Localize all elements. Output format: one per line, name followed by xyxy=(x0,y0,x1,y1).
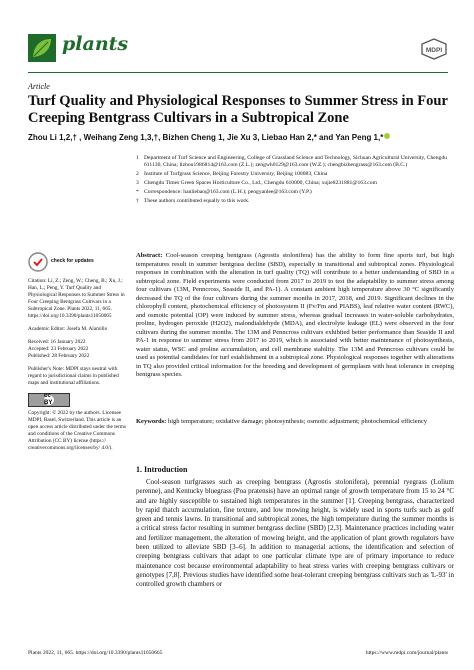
journal-name[interactable]: plants xyxy=(62,33,129,55)
affiliation-item xyxy=(136,180,456,187)
affiliation-mark: 2 xyxy=(136,171,139,178)
cc-by-license-icon[interactable] xyxy=(28,393,70,407)
affiliation-mark: * xyxy=(136,189,139,196)
cc-badge-text: cc BY xyxy=(44,393,53,406)
affiliation-item xyxy=(136,171,456,178)
abstract xyxy=(136,252,454,380)
keywords-label: Keywords: xyxy=(136,418,167,425)
editor: Academic Editor: Josefa M. Alamillo xyxy=(28,326,108,332)
publisher-note: Publisher's Note: MDPI stays neutral with regard to jurisdictional claims in published maps and institutional affiliations. xyxy=(28,366,119,386)
affiliation-item xyxy=(136,189,456,196)
affiliation-text: Chengdu Times Green Spaces Horticulture Co., Ltd., Chengdu 610000, China; xujie8231881@163.com xyxy=(144,180,377,187)
affiliation-item xyxy=(136,155,456,170)
footer-journal-url[interactable]: https://www.mdpi.com/journal/plants xyxy=(365,650,448,656)
plants-leaf-icon xyxy=(28,34,56,62)
footer-citation[interactable]: Plants 2022, 11, 665. https://doi.org/10.3390/plants11050665 xyxy=(28,650,163,656)
affiliation-mark: 1 xyxy=(136,155,139,161)
published-date: Published: 28 February 2022 xyxy=(28,353,90,359)
affiliation-text: Institute of Turfgrass Science, Beijing Forestry University, Beijing 100083, China xyxy=(144,171,328,178)
affiliation-text: Correspondence: hanliebao@163.com (L.H.); pengyanlee@163.com (Y.P.) xyxy=(144,189,312,196)
check-updates-icon xyxy=(28,252,48,272)
keywords-text: high temperature; oxidative damage; photosynthesis; osmotic adjustment; photochemical efficiency xyxy=(167,418,428,425)
authors-line: Zhou Li 1,2,† , Weihang Zeng 1,3,†, Bizhen Cheng 1, Jie Xu 3, Liebao Han 2,* and Yan Peng 1,* xyxy=(28,133,384,142)
keywords xyxy=(136,418,454,427)
header-rule xyxy=(28,72,448,73)
check-updates-badge[interactable] xyxy=(28,252,128,272)
abstract-text: Cool-season creeping bentgrass (Agrostis stolonifera) has the ability to form fine sports turf, but high temperatures result in summer bentgrass decline (SBD), especially in transitional and subtropical zones. Physiological responses in combination with the alteration in turf quality (TQ) will contribute to a better understanding of SBD in a subtropical zone. Field experiments were conducted from 2017 to 2019 to test the adaptability to summer stress among four cultivars (13M, Penncross, Seaside II, and PA-1). A constant ambient high temperature above 30 °C significantly decreased the TQ of the four cultivars during the summer months in 2017, 2018, and 2019. Significant declines in the chlorophyll content, photochemical efficiency of photosystem II (Fv/Fm and PIABS), leaf relative water content (RWC), and osmotic potential (OP) were induced by summer stress, whereas gradual increases in water-soluble carbohydrates, proline, hydrogen peroxide (H2O2), malondialdehyde (MDA), and electrolyte leakage (EL) were observed in the four cultivars during the summer months. The 13M and Penncross cultivars exhibited better performance than Seaside II and PA-1 in response to summer stress from 2017 to 2019, which is associated with better maintenance of photosynthesis, water status, WSC and proline accumulation, and cell membrane stability. The 13M and Penncross cultivars could be used as potential candidates for turf establishment in a subtropical zone. Physiological responses together with alterations in TQ also provided critical information for the breeding and development of germplasm with heat tolerance in creeping bentgrass species. xyxy=(136,252,454,378)
article-sidebar xyxy=(28,252,128,452)
accepted-date: Accepted: 23 February 2022 xyxy=(28,346,89,352)
check-updates-label: check for updates xyxy=(51,258,94,265)
abstract-label: Abstract: xyxy=(136,252,163,259)
section-heading: 1. Introduction xyxy=(136,465,188,474)
mdpi-logo-icon[interactable] xyxy=(420,38,448,60)
affiliations xyxy=(136,155,456,207)
affiliation-mark: 3 xyxy=(136,180,139,187)
copyright: Copyright: © 2022 by the authors. Licensee MDPI, Basel, Switzerland. This article is an open access article distributed under the terms and conditions of the Creative Commons Attribution (CC BY) license (https:// creativecommons.org/licenses/by/ 4.0/). xyxy=(28,410,126,451)
affiliation-text: These authors contributed equally to this work. xyxy=(144,198,250,205)
introduction-text: Cool-season turfgrasses such as creeping bentgrass (Agrostis stolonifera), perennial ryegrass (Lolium perenne), and Kentucky bluegrass (Poa pratensis) have an optimal range of growth temperature from 15 to 24 °C and are highly susceptible to sustained high temperatures in the summer [1]. Creeping bentgrass, characterized by rapid thatch accumulation, fine texture, and low mowing height, is widely used in sports turfs such as golf green and tennis lawns. In transitional and subtropical zones, the high temperature during the summer months is a critical stress factor resulting in summer bentgrass decline (SBD) [2,3]. Maintenance practices including water and fertilizer management, the alteration of mowing height, and the application of plant growth regulators have been utilized to alleviate SBD [3–6]. In addition to managerial actions, the identification and selection of creeping bentgrass cultivars that adapt to one particular climate type are of primary importance to reduce maintenance cost because environmental adaptability to heat stress varies with creeping bentgrass cultivars or genotypes [7,8]. Previous studies have identified some heat-tolerant creeping bentgrass cultivars such as 'L-93' in controlled growth chambers or xyxy=(136,478,454,589)
author-list xyxy=(28,133,448,142)
received-date: Received: 16 January 2022 xyxy=(28,339,86,345)
page-footer xyxy=(28,650,448,656)
mdpi-logo-text: MDPI xyxy=(425,47,443,54)
orcid-icon[interactable] xyxy=(384,133,390,139)
affiliation-mark: † xyxy=(136,198,139,205)
article-type: Article xyxy=(28,82,50,91)
affiliation-item xyxy=(136,198,456,205)
citation: Citation: Li, Z.; Zeng, W.; Cheng, B.; Xu, J.; Han, L.; Peng, Y. Turf Quality and Physiological Responses to Summer Stress in Four Creeping Bentgrass Cultivars in a Subtropical Zone. Plants 2022, 11, 665. https://doi.org/10.3390/plants11050665 xyxy=(28,278,125,319)
article-title: Turf Quality and Physiological Responses to Summer Stress in Four Creeping Bentgrass Cultivars in a Subtropical Zone xyxy=(28,93,448,126)
affiliation-text: Department of Turf Science and Engineering, College of Grassland Science and Technology, Sichuan Agricultural University, Chengdu 611130, China; lizhou1986814@163.com (Z.L.); zengwh0129@163.com (W.Z.); chengbizhengrass@163.com (B.C.) xyxy=(144,155,447,169)
journal-header xyxy=(28,30,448,70)
